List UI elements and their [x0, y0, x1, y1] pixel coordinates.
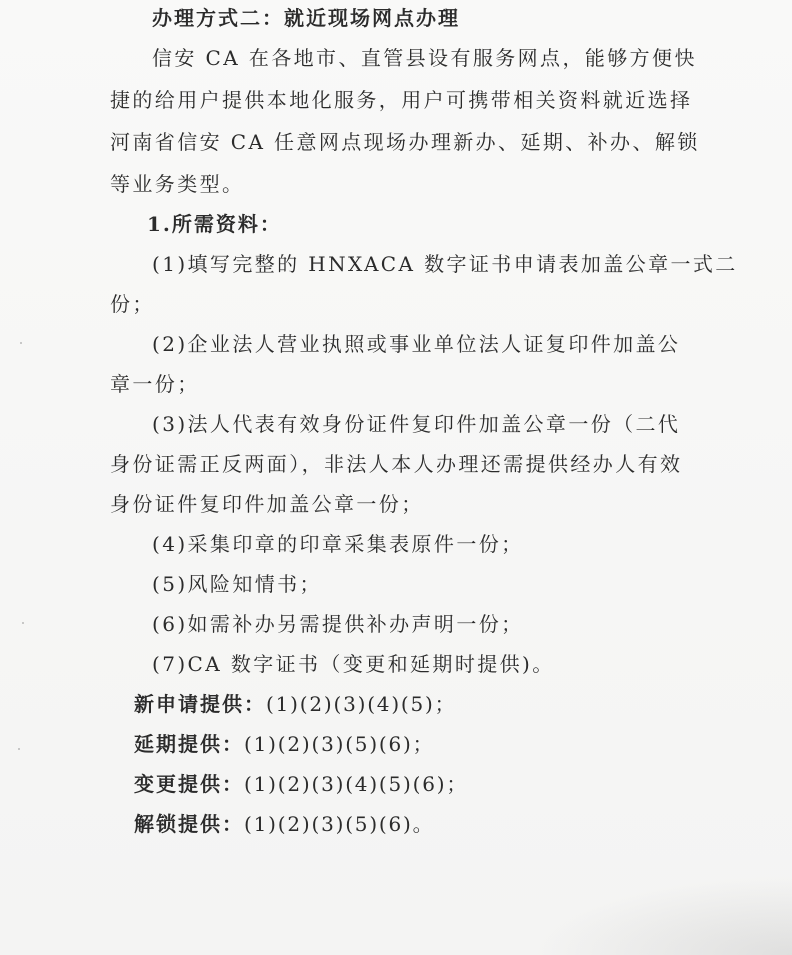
material-item-3: (3)法人代表有效身份证件复印件加盖公章一份（二代: [152, 412, 681, 436]
intro-line: 河南省信安 CA 任意网点现场办理新办、延期、补办、解锁: [110, 130, 700, 154]
intro-line: 捷的给用户提供本地化服务，用户可携带相关资料就近选择: [110, 88, 693, 112]
materials-heading: 1.所需资料：: [147, 212, 282, 236]
material-item-2: (2)企业法人营业执照或事业单位法人证复印件加盖公: [152, 332, 681, 356]
summary-change: [134, 770, 468, 798]
summary-items: (1)(2)(3)(4)(5)(6)；: [244, 772, 469, 796]
scan-speck: [20, 342, 22, 344]
intro-line: 等业务类型。: [110, 172, 245, 196]
material-item-5: (5)风险知情书；: [152, 572, 322, 596]
summary-label: 解锁提供：: [134, 812, 244, 836]
material-item-3-cont: 身份证需正反两面），非法人本人办理还需提供经办人有效: [110, 452, 683, 476]
material-item-1-cont: 份；: [110, 292, 155, 316]
summary-items: (1)(2)(3)(5)(6)；: [244, 732, 435, 756]
material-item-4: (4)采集印章的印章采集表原件一份；: [152, 532, 524, 556]
summary-label: 延期提供：: [134, 732, 244, 756]
scan-shadow: [532, 875, 792, 955]
summary-unlock: [134, 810, 434, 838]
scan-speck: [18, 748, 20, 750]
material-item-1: (1)填写完整的 HNXACA 数字证书申请表加盖公章一式二: [152, 252, 738, 276]
material-item-6: (6)如需补办另需提供补办声明一份；: [152, 612, 524, 636]
material-item-7: (7)CA 数字证书（变更和延期时提供)。: [152, 652, 555, 676]
summary-items: (1)(2)(3)(5)(6)。: [244, 812, 435, 836]
intro-line: 信安 CA 在各地市、直管县设有服务网点，能够方便快: [152, 46, 697, 70]
material-item-3-cont: 身份证件复印件加盖公章一份；: [110, 492, 424, 516]
scan-speck: [22, 622, 24, 624]
section-heading: 办理方式二：就近现场网点办理: [152, 6, 460, 30]
summary-label: 新申请提供：: [134, 692, 266, 716]
summary-extension: [134, 730, 434, 758]
material-item-2-cont: 章一份；: [110, 372, 200, 396]
summary-new: [134, 690, 456, 718]
summary-items: (1)(2)(3)(4)(5)；: [266, 692, 457, 716]
summary-label: 变更提供：: [134, 772, 244, 796]
